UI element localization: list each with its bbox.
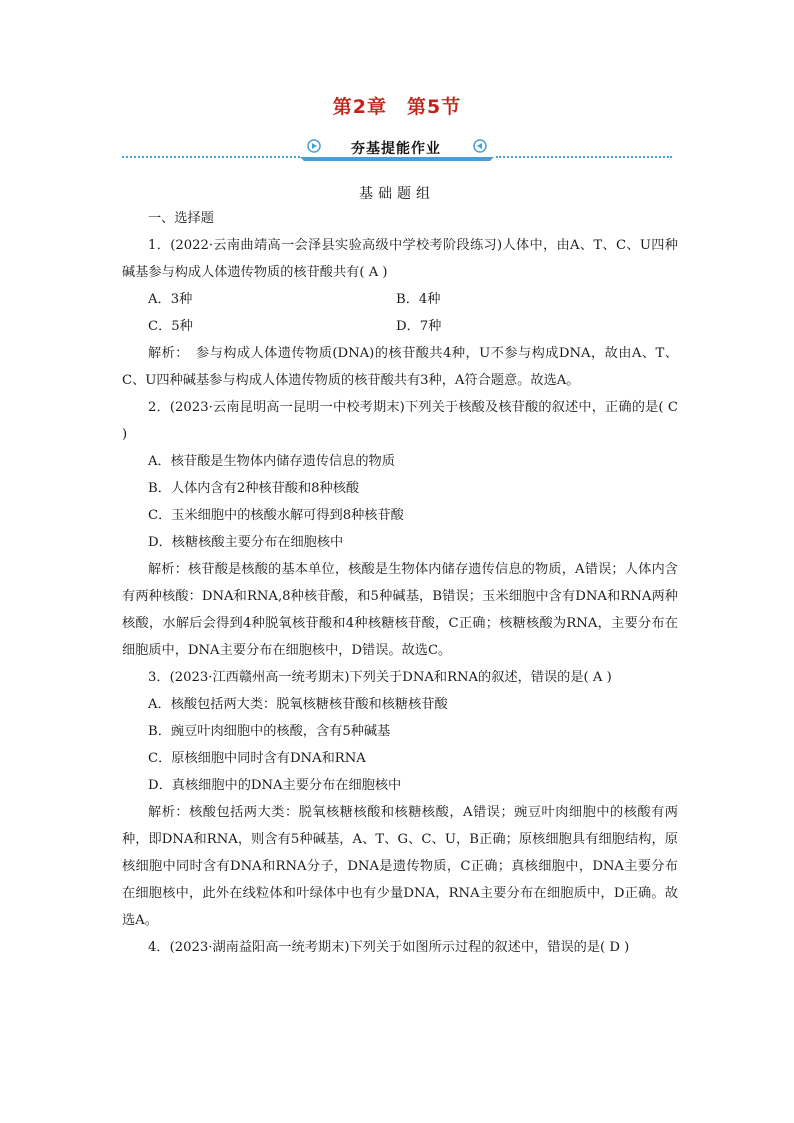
banner-label: 夯基提能作业 xyxy=(351,141,441,157)
q3-option-a: A．核酸包括两大类：脱氧核糖核苷酸和核糖核苷酸 xyxy=(148,697,448,712)
q2-option-d: D．核糖核酸主要分布在细胞核中 xyxy=(148,535,344,550)
banner-dotted-line-left xyxy=(122,156,300,158)
q1-stem: 1．(2022·云南曲靖高一会泽县实验高级中学校考阶段练习)人体中，由A、T、C、U四种碱基参与构成人体遗传物质的核苷酸共有( A ) xyxy=(122,238,678,280)
section-title: 基础题组 xyxy=(359,186,435,202)
q3-option-c: C．原核细胞中同时含有DNA和RNA xyxy=(148,751,366,766)
q2-stem: 2．(2023·云南昆明高一昆明一中校考期末)下列关于核酸及核苷酸的叙述中，正确的是( C ) xyxy=(122,400,678,442)
q3-option-d: D．真核细胞中的DNA主要分布在细胞核中 xyxy=(148,778,402,793)
question-content xyxy=(122,205,678,961)
q3-stem: 3．(2023·江西赣州高一统考期末)下列关于DNA和RNA的叙述，错误的是( A ) xyxy=(148,670,612,685)
q2-option-b: B．人体内含有2种核苷酸和8种核酸 xyxy=(148,481,360,496)
q2-analysis: 解析：核苷酸是核酸的基本单位，核酸是生物体内储存遗传信息的物质，A错误；人体内含有两种核酸：DNA和RNA,8种核苷酸，和5种碱基，B错误；玉米细胞中含有DNA和RNA两种核酸，水解后会得到4种脱氧核苷酸和4种核糖核苷酸，C正确；核糖核酸为RNA，主要分布在细胞质中，DNA主要分布在细胞核中，D错误。故选C。 xyxy=(122,562,678,658)
chapter-title: 第2章 第5节 xyxy=(332,96,462,118)
q2-option-c: C．玉米细胞中的核酸水解可得到8种核苷酸 xyxy=(148,508,404,523)
part-heading: 一、选择题 xyxy=(148,211,214,226)
q1-option-a: A．3种 xyxy=(148,292,193,307)
q1-option-b: B．4种 xyxy=(396,292,441,307)
q1-options-row-1 xyxy=(122,286,678,313)
q1-option-d: D．7种 xyxy=(396,319,442,334)
q4-stem: 4．(2023·湖南益阳高一统考期末)下列关于如图所示过程的叙述中，错误的是( D ) xyxy=(148,940,630,955)
q1-option-c: C．5种 xyxy=(148,319,193,334)
q2-option-a: A．核苷酸是生物体内储存遗传信息的物质 xyxy=(148,454,395,469)
q3-analysis: 解析：核酸包括两大类：脱氧核糖核酸和核糖核酸，A错误；豌豆叶肉细胞中的核酸有两种，即DNA和RNA，则含有5种碱基，A、T、G、C、U，B正确；原核细胞具有细胞结构，原核细胞中同时含有DNA和RNA分子，DNA是遗传物质，C正确；真核细胞中，DNA主要分布在细胞核中，此外在线粒体和叶绿体中也有少量DNA，RNA主要分布在细胞质中，D正确。故选A。 xyxy=(122,805,678,928)
banner xyxy=(122,137,672,163)
q1-analysis: 解析： 参与构成人体遗传物质(DNA)的核苷酸共4种，U不参与构成DNA，故由A、T、C、U四种碱基参与构成人体遗传物质的核苷酸共有3种，A符合题意。故选A。 xyxy=(122,346,678,388)
q1-options-row-2 xyxy=(122,313,678,340)
banner-dotted-line-right xyxy=(496,156,672,158)
q3-option-b: B．豌豆叶肉细胞中的核酸，含有5种碱基 xyxy=(148,724,391,739)
